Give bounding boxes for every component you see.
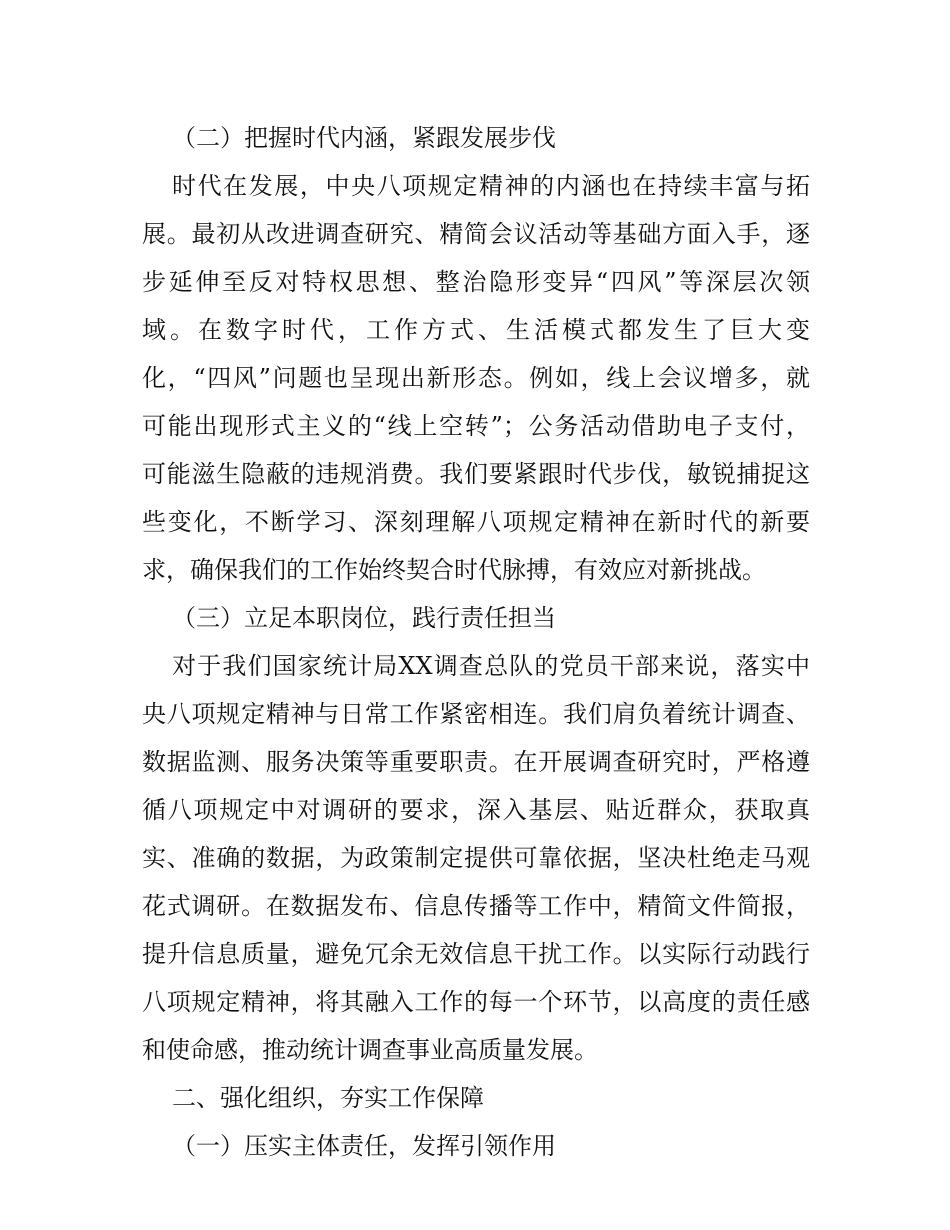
paragraph-line: 八项规定精神，将其融入工作的每一个环节，以高度的责任感 bbox=[142, 988, 810, 1016]
paragraph-line: 域。在数字时代，工作方式、生活模式都发生了巨大变 bbox=[142, 316, 810, 344]
section-heading: （一）压实主体责任，发挥引领作用 bbox=[172, 1132, 556, 1160]
paragraph-line: 些变化，不断学习、深刻理解八项规定精神在新时代的新要 bbox=[142, 508, 810, 536]
paragraph-line: 数据监测、服务决策等重要职责。在开展调查研究时，严格遵 bbox=[142, 748, 810, 776]
document-body bbox=[142, 114, 810, 1170]
section-heading: （三）立足本职岗位，践行责任担当 bbox=[172, 604, 556, 632]
paragraph-line: 时代在发展，中央八项规定精神的内涵也在持续丰富与拓 bbox=[172, 172, 810, 200]
paragraph-line: 对于我们国家统计局XX调查总队的党员干部来说，落实中 bbox=[172, 652, 810, 680]
paragraph-line: 可能滋生隐蔽的违规消费。我们要紧跟时代步伐，敏锐捕捉这 bbox=[142, 460, 810, 488]
paragraph-line: 实、准确的数据，为政策制定提供可靠依据，坚决杜绝走马观 bbox=[142, 844, 810, 872]
paragraph bbox=[142, 642, 810, 1074]
paragraph-line: 求，确保我们的工作始终契合时代脉搏，有效应对新挑战。 bbox=[142, 556, 766, 584]
paragraph-line: 花式调研。在数据发布、信息传播等工作中，精简文件简报， bbox=[142, 892, 810, 920]
paragraph-line: 循八项规定中对调研的要求，深入基层、贴近群众，获取真 bbox=[142, 796, 810, 824]
section-heading: 二、强化组织，夯实工作保障 bbox=[172, 1084, 484, 1112]
paragraph bbox=[142, 162, 810, 594]
paragraph-line: 央八项规定精神与日常工作紧密相连。我们肩负着统计调查、 bbox=[142, 700, 810, 728]
paragraph-line: 和使命感，推动统计调查事业高质量发展。 bbox=[142, 1036, 598, 1064]
paragraph-line: 提升信息质量，避免冗余无效信息干扰工作。以实际行动践行 bbox=[142, 940, 810, 968]
paragraph-line: 化，“四风”问题也呈现出新形态。例如，线上会议增多，就 bbox=[142, 364, 810, 392]
paragraph-line: 步延伸至反对特权思想、整治隐形变异“四风”等深层次领 bbox=[142, 268, 810, 296]
paragraph-line: 可能出现形式主义的“线上空转”；公务活动借助电子支付， bbox=[142, 412, 810, 440]
paragraph-line: 展。最初从改进调查研究、精简会议活动等基础方面入手，逐 bbox=[142, 220, 810, 248]
section-heading: （二）把握时代内涵，紧跟发展步伐 bbox=[172, 124, 556, 152]
